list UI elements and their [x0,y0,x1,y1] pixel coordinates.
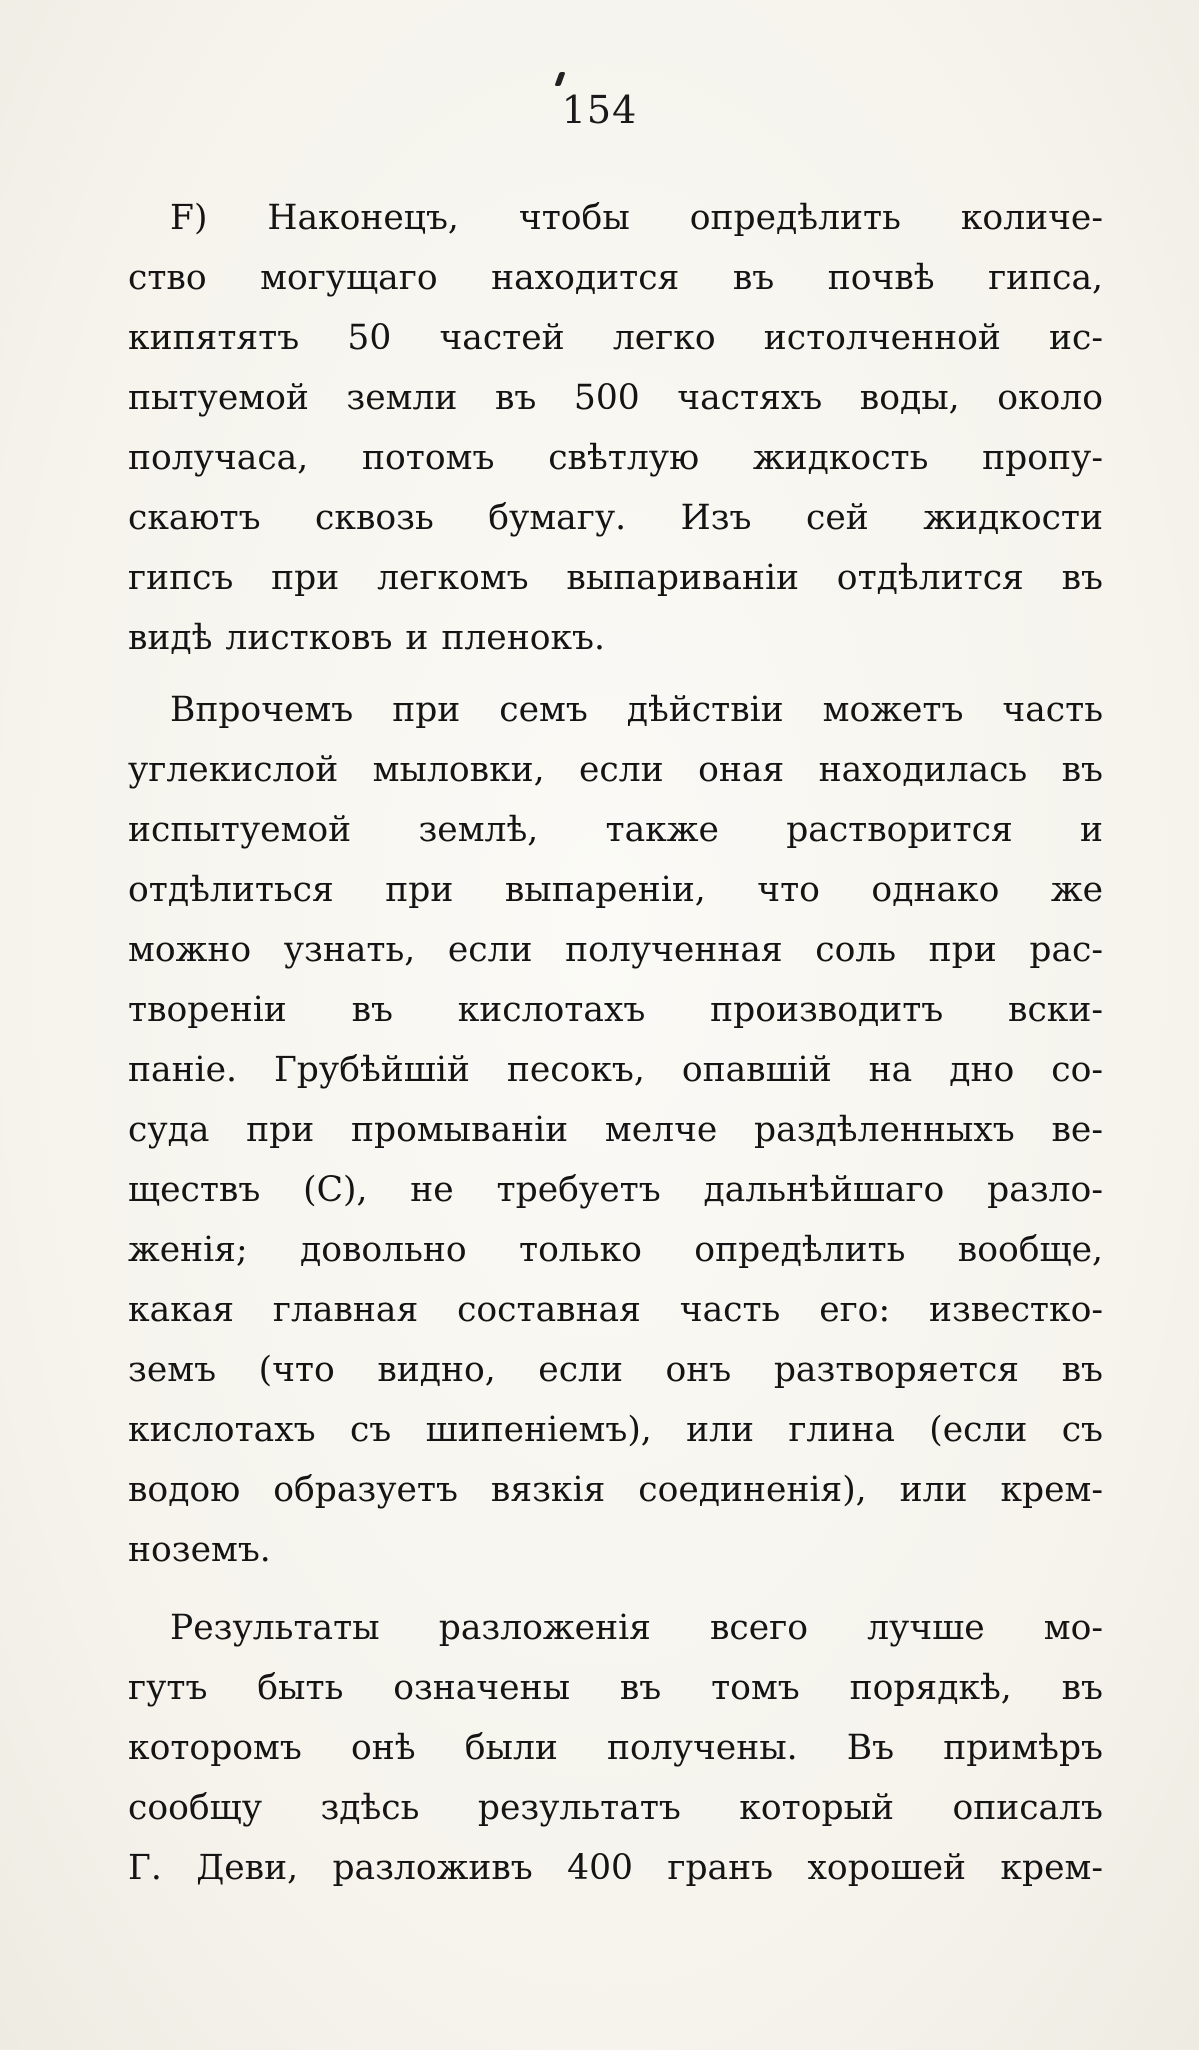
text-line: гутъ быть означены въ томъ порядкѣ, въ [128,1668,1103,1708]
text-line: Результаты разложенія всего лучше мо- [170,1608,1103,1648]
page-number: 154 [561,88,638,132]
text-line: можно узнать, если полученная соль при рас- [128,930,1103,970]
text-line: земъ (что видно, если онъ разтворяется въ [128,1350,1103,1390]
text-line: углекислой мыловки, если оная находилась въ [128,750,1103,790]
text-line: F) Наконецъ, чтобы опредѣлить количе- [170,198,1103,238]
text-line: которомъ онѣ были получены. Въ примѣръ [128,1728,1103,1768]
text-line: ноземъ. [128,1530,271,1570]
text-line: скаютъ сквозь бумагу. Изъ сей жидкости [128,498,1103,538]
text-line: гипсъ при легкомъ выпариваніи отдѣлится въ [128,558,1103,598]
text-line: какая главная составная часть его: известко- [128,1290,1103,1330]
text-line: твореніи въ кислотахъ производитъ вски- [128,990,1103,1030]
text-line: пытуемой земли въ 500 частяхъ воды, около [128,378,1103,418]
text-line: Впрочемъ при семъ дѣйствіи можетъ часть [170,690,1103,730]
text-line: получаса, потомъ свѣтлую жидкость пропу- [128,438,1103,478]
text-line: водою образуетъ вязкія соединенія), или крем- [128,1470,1103,1510]
page-body [128,188,1103,1898]
text-line: отдѣлиться при выпареніи, что однако же [128,870,1103,910]
text-line: ство могущаго находится въ почвѣ гипса, [128,258,1103,298]
paragraph [128,680,1103,1580]
text-line: Г. Деви, разложивъ 400 гранъ хорошей крем- [128,1848,1103,1888]
text-line: паніе. Грубѣйшій песокъ, опавшій на дно со- [128,1050,1103,1090]
text-line: кипятятъ 50 частей легко истолченной ис- [128,318,1103,358]
paragraph [128,1598,1103,1898]
ink-mark [554,72,565,86]
text-line: женія; довольно только опредѣлить вообще, [128,1230,1103,1270]
paragraph [128,188,1103,668]
text-line: сообщу здѣсь результатъ который описалъ [128,1788,1103,1828]
text-line: ществъ (C), не требуетъ дальнѣйшаго разло- [128,1170,1103,1210]
text-line: видѣ листковъ и пленокъ. [128,618,605,658]
text-line: кислотахъ съ шипеніемъ), или глина (если съ [128,1410,1103,1450]
text-line: суда при промываніи мелче раздѣленныхъ ве- [128,1110,1103,1150]
text-line: испытуемой землѣ, также растворится и [128,810,1103,850]
